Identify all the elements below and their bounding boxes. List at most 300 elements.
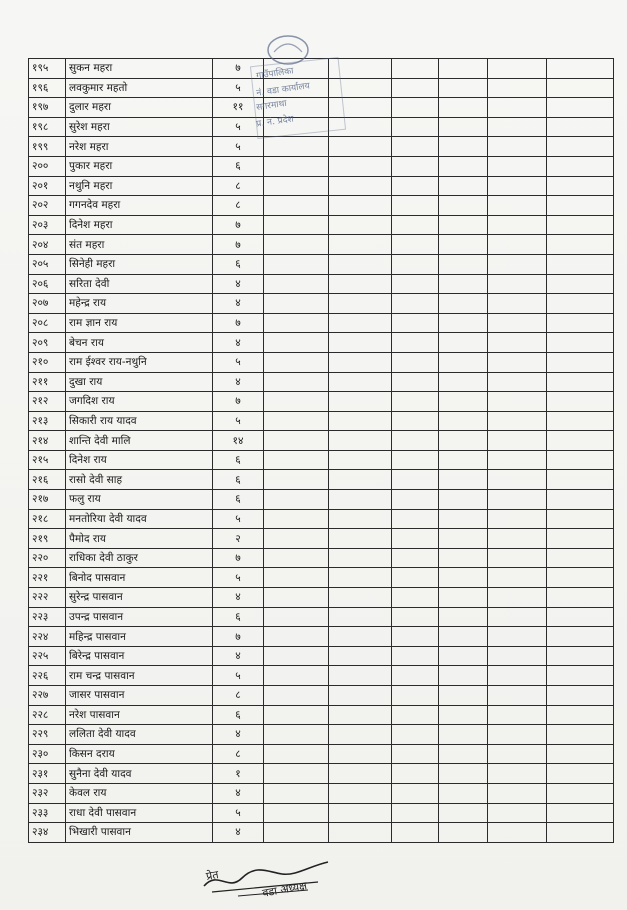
serial-number-cell: २१६ (29, 470, 66, 490)
serial-number-cell: २३० (29, 744, 66, 764)
empty-cell (547, 352, 614, 372)
name-cell: शान्ति देवी मालि (66, 431, 213, 451)
empty-cell (488, 725, 547, 745)
name-cell: पुकार महरा (66, 156, 213, 176)
empty-cell (488, 666, 547, 686)
table-row (29, 450, 614, 470)
serial-number-cell: २०३ (29, 215, 66, 235)
serial-number-cell: २१० (29, 352, 66, 372)
empty-cell (264, 646, 329, 666)
empty-cell (392, 235, 439, 255)
empty-cell (439, 470, 488, 490)
empty-cell (329, 274, 392, 294)
empty-cell (264, 607, 329, 627)
empty-cell (264, 372, 329, 392)
signature-title: वडा अध्यक्ष (261, 879, 308, 900)
empty-cell (264, 98, 329, 118)
empty-cell (264, 529, 329, 549)
name-cell: राम चन्द्र पासवान (66, 666, 213, 686)
empty-cell (547, 744, 614, 764)
empty-cell (329, 294, 392, 314)
member-count-cell: ५ (213, 666, 264, 686)
empty-cell (488, 509, 547, 529)
member-count-cell: ७ (213, 313, 264, 333)
table-row (29, 59, 614, 79)
empty-cell (329, 196, 392, 216)
member-count-cell: ८ (213, 176, 264, 196)
name-cell: जासर पासवान (66, 686, 213, 706)
table-row (29, 431, 614, 451)
member-count-cell: ७ (213, 627, 264, 647)
empty-cell (264, 59, 329, 79)
empty-cell (392, 529, 439, 549)
empty-cell (392, 411, 439, 431)
member-count-cell: ४ (213, 646, 264, 666)
empty-cell (547, 646, 614, 666)
member-count-cell: ६ (213, 470, 264, 490)
serial-number-cell: २२० (29, 548, 66, 568)
empty-cell (392, 196, 439, 216)
table-row (29, 529, 614, 549)
table-row (29, 509, 614, 529)
empty-cell (329, 823, 392, 843)
empty-cell (264, 725, 329, 745)
empty-cell (439, 98, 488, 118)
serial-number-cell: २१४ (29, 431, 66, 451)
member-count-cell: १४ (213, 431, 264, 451)
serial-number-cell: २२८ (29, 705, 66, 725)
serial-number-cell: २१७ (29, 490, 66, 510)
name-cell: सुरेश महरा (66, 117, 213, 137)
empty-cell (488, 254, 547, 274)
empty-cell (329, 490, 392, 510)
empty-cell (488, 450, 547, 470)
empty-cell (264, 509, 329, 529)
member-count-cell: ५ (213, 352, 264, 372)
name-cell: केवल राय (66, 783, 213, 803)
table-row (29, 783, 614, 803)
name-cell: पैमोद राय (66, 529, 213, 549)
name-cell: राम ज्ञान राय (66, 313, 213, 333)
empty-cell (439, 725, 488, 745)
empty-cell (547, 509, 614, 529)
empty-cell (392, 470, 439, 490)
empty-cell (329, 686, 392, 706)
empty-cell (392, 490, 439, 510)
empty-cell (392, 607, 439, 627)
empty-cell (329, 627, 392, 647)
member-count-cell: ४ (213, 588, 264, 608)
empty-cell (488, 548, 547, 568)
name-cell: उपन्द्र पासवान (66, 607, 213, 627)
member-count-cell: ६ (213, 490, 264, 510)
name-cell: सिकारी राय यादव (66, 411, 213, 431)
name-cell: गगनदेव महरा (66, 196, 213, 216)
member-count-cell: ४ (213, 725, 264, 745)
empty-cell (439, 294, 488, 314)
table-row (29, 686, 614, 706)
empty-cell (439, 117, 488, 137)
empty-cell (439, 59, 488, 79)
name-cell: भिखारी पासवान (66, 823, 213, 843)
empty-cell (392, 823, 439, 843)
member-count-cell: ५ (213, 509, 264, 529)
empty-cell (329, 803, 392, 823)
empty-cell (392, 117, 439, 137)
empty-cell (488, 78, 547, 98)
empty-cell (392, 254, 439, 274)
serial-number-cell: २०० (29, 156, 66, 176)
serial-number-cell: २०६ (29, 274, 66, 294)
empty-cell (392, 627, 439, 647)
empty-cell (439, 686, 488, 706)
empty-cell (329, 215, 392, 235)
empty-cell (547, 783, 614, 803)
empty-cell (439, 411, 488, 431)
serial-number-cell: २२२ (29, 588, 66, 608)
empty-cell (329, 588, 392, 608)
empty-cell (264, 137, 329, 157)
empty-cell (488, 176, 547, 196)
empty-cell (264, 235, 329, 255)
member-count-cell: २ (213, 529, 264, 549)
empty-cell (547, 490, 614, 510)
empty-cell (547, 176, 614, 196)
empty-cell (547, 235, 614, 255)
empty-cell (392, 98, 439, 118)
empty-cell (439, 254, 488, 274)
member-count-cell: ५ (213, 411, 264, 431)
name-cell: सुरेन्द्र पासवान (66, 588, 213, 608)
empty-cell (329, 470, 392, 490)
name-cell: दुलार महरा (66, 98, 213, 118)
empty-cell (264, 666, 329, 686)
member-count-cell: ७ (213, 392, 264, 412)
member-count-cell: ७ (213, 235, 264, 255)
empty-cell (547, 450, 614, 470)
empty-cell (392, 725, 439, 745)
table-row (29, 235, 614, 255)
empty-cell (392, 803, 439, 823)
member-count-cell: ६ (213, 450, 264, 470)
empty-cell (264, 196, 329, 216)
empty-cell (488, 59, 547, 79)
empty-cell (392, 705, 439, 725)
empty-cell (488, 431, 547, 451)
empty-cell (547, 627, 614, 647)
empty-cell (439, 529, 488, 549)
serial-number-cell: १९६ (29, 78, 66, 98)
empty-cell (488, 274, 547, 294)
household-table (28, 58, 614, 843)
empty-cell (488, 705, 547, 725)
empty-cell (547, 588, 614, 608)
empty-cell (547, 607, 614, 627)
empty-cell (488, 686, 547, 706)
serial-number-cell: २३३ (29, 803, 66, 823)
empty-cell (392, 686, 439, 706)
empty-cell (439, 509, 488, 529)
empty-cell (329, 78, 392, 98)
empty-cell (329, 509, 392, 529)
table-row (29, 607, 614, 627)
signature-block (198, 852, 338, 902)
empty-cell (392, 313, 439, 333)
member-count-cell: ४ (213, 274, 264, 294)
empty-cell (547, 294, 614, 314)
empty-cell (329, 568, 392, 588)
stamp-line-3: सगरमाथा (255, 98, 288, 114)
empty-cell (547, 470, 614, 490)
serial-number-cell: २०१ (29, 176, 66, 196)
serial-number-cell: २३४ (29, 823, 66, 843)
empty-cell (488, 98, 547, 118)
empty-cell (488, 823, 547, 843)
member-count-cell: ५ (213, 78, 264, 98)
empty-cell (547, 215, 614, 235)
member-count-cell: ६ (213, 705, 264, 725)
empty-cell (439, 333, 488, 353)
empty-cell (547, 411, 614, 431)
table-row (29, 137, 614, 157)
serial-number-cell: २३१ (29, 764, 66, 784)
empty-cell (392, 666, 439, 686)
empty-cell (547, 803, 614, 823)
empty-cell (264, 411, 329, 431)
empty-cell (439, 783, 488, 803)
empty-cell (392, 176, 439, 196)
empty-cell (488, 627, 547, 647)
empty-cell (329, 98, 392, 118)
empty-cell (439, 548, 488, 568)
serial-number-cell: २२९ (29, 725, 66, 745)
empty-cell (329, 392, 392, 412)
name-cell: जगदिश राय (66, 392, 213, 412)
empty-cell (264, 705, 329, 725)
empty-cell (488, 156, 547, 176)
table-row (29, 823, 614, 843)
member-count-cell: ६ (213, 156, 264, 176)
name-cell: बेचन राय (66, 333, 213, 353)
serial-number-cell: १९५ (29, 59, 66, 79)
empty-cell (547, 196, 614, 216)
empty-cell (547, 548, 614, 568)
empty-cell (547, 117, 614, 137)
serial-number-cell: २१२ (29, 392, 66, 412)
stamp-line-4: प्र. नं. प्रदेश (255, 114, 295, 130)
serial-number-cell: १९७ (29, 98, 66, 118)
name-cell: सिनेही महरा (66, 254, 213, 274)
member-count-cell: ८ (213, 196, 264, 216)
name-cell: बिरेन्द्र पासवान (66, 646, 213, 666)
empty-cell (264, 470, 329, 490)
empty-cell (439, 137, 488, 157)
empty-cell (488, 294, 547, 314)
empty-cell (264, 490, 329, 510)
empty-cell (439, 666, 488, 686)
empty-cell (392, 509, 439, 529)
serial-number-cell: २१८ (29, 509, 66, 529)
empty-cell (488, 744, 547, 764)
empty-cell (488, 117, 547, 137)
empty-cell (547, 705, 614, 725)
empty-cell (439, 823, 488, 843)
empty-cell (439, 588, 488, 608)
empty-cell (264, 803, 329, 823)
empty-cell (547, 823, 614, 843)
serial-number-cell: २३२ (29, 783, 66, 803)
empty-cell (329, 607, 392, 627)
serial-number-cell: २२६ (29, 666, 66, 686)
table-row (29, 156, 614, 176)
name-cell: दिनेश राय (66, 450, 213, 470)
empty-cell (488, 803, 547, 823)
empty-cell (392, 783, 439, 803)
name-cell: दुखा राय (66, 372, 213, 392)
table-row (29, 666, 614, 686)
empty-cell (329, 176, 392, 196)
table-row (29, 588, 614, 608)
empty-cell (547, 156, 614, 176)
member-count-cell: ८ (213, 744, 264, 764)
empty-cell (329, 117, 392, 137)
empty-cell (329, 156, 392, 176)
empty-cell (488, 783, 547, 803)
member-count-cell: ४ (213, 333, 264, 353)
empty-cell (329, 529, 392, 549)
serial-number-cell: २१९ (29, 529, 66, 549)
table-row (29, 78, 614, 98)
empty-cell (547, 568, 614, 588)
empty-cell (488, 196, 547, 216)
table-row (29, 196, 614, 216)
empty-cell (264, 313, 329, 333)
empty-cell (264, 431, 329, 451)
empty-cell (547, 666, 614, 686)
empty-cell (439, 627, 488, 647)
empty-cell (488, 529, 547, 549)
empty-cell (329, 333, 392, 353)
empty-cell (264, 686, 329, 706)
empty-cell (264, 568, 329, 588)
empty-cell (439, 235, 488, 255)
empty-cell (392, 372, 439, 392)
empty-cell (547, 392, 614, 412)
empty-cell (488, 235, 547, 255)
empty-cell (488, 764, 547, 784)
table-row (29, 470, 614, 490)
empty-cell (264, 764, 329, 784)
table-row (29, 490, 614, 510)
empty-cell (329, 783, 392, 803)
empty-cell (488, 215, 547, 235)
serial-number-cell: २०४ (29, 235, 66, 255)
empty-cell (329, 764, 392, 784)
empty-cell (264, 744, 329, 764)
table-row (29, 627, 614, 647)
empty-cell (392, 59, 439, 79)
empty-cell (329, 137, 392, 157)
serial-number-cell: २०७ (29, 294, 66, 314)
empty-cell (329, 646, 392, 666)
serial-number-cell: २०५ (29, 254, 66, 274)
empty-cell (547, 764, 614, 784)
empty-cell (264, 294, 329, 314)
empty-cell (329, 235, 392, 255)
empty-cell (439, 568, 488, 588)
serial-number-cell: १९९ (29, 137, 66, 157)
empty-cell (329, 666, 392, 686)
empty-cell (488, 490, 547, 510)
serial-number-cell: २०८ (29, 313, 66, 333)
empty-cell (439, 646, 488, 666)
empty-cell (264, 450, 329, 470)
table-row (29, 725, 614, 745)
member-count-cell: ६ (213, 607, 264, 627)
empty-cell (439, 803, 488, 823)
empty-cell (264, 156, 329, 176)
empty-cell (488, 333, 547, 353)
member-count-cell: ७ (213, 215, 264, 235)
name-cell: राम ईश्वर राय-नथुनि (66, 352, 213, 372)
serial-number-cell: २२१ (29, 568, 66, 588)
name-cell: सरिता देवी (66, 274, 213, 294)
empty-cell (439, 352, 488, 372)
table-row (29, 352, 614, 372)
empty-cell (547, 333, 614, 353)
name-cell: बिनोद पासवान (66, 568, 213, 588)
serial-number-cell: २१५ (29, 450, 66, 470)
empty-cell (329, 372, 392, 392)
empty-cell (392, 137, 439, 157)
empty-cell (488, 588, 547, 608)
signature-mark: प्रेत (204, 868, 220, 883)
empty-cell (264, 78, 329, 98)
table-row (29, 568, 614, 588)
name-cell: नथुनि महरा (66, 176, 213, 196)
name-cell: फलु राय (66, 490, 213, 510)
empty-cell (392, 392, 439, 412)
serial-number-cell: २०९ (29, 333, 66, 353)
empty-cell (488, 392, 547, 412)
empty-cell (264, 117, 329, 137)
empty-cell (264, 176, 329, 196)
member-count-cell: ५ (213, 803, 264, 823)
empty-cell (329, 705, 392, 725)
empty-cell (329, 411, 392, 431)
empty-cell (547, 274, 614, 294)
empty-cell (547, 59, 614, 79)
name-cell: नरेश पासवान (66, 705, 213, 725)
serial-number-cell: २०२ (29, 196, 66, 216)
empty-cell (264, 627, 329, 647)
member-count-cell: ५ (213, 137, 264, 157)
empty-cell (439, 490, 488, 510)
table-row (29, 646, 614, 666)
serial-number-cell: १९८ (29, 117, 66, 137)
serial-number-cell: २२३ (29, 607, 66, 627)
empty-cell (547, 529, 614, 549)
table-row (29, 744, 614, 764)
table-row (29, 333, 614, 353)
member-count-cell: ६ (213, 254, 264, 274)
empty-cell (392, 764, 439, 784)
empty-cell (547, 254, 614, 274)
empty-cell (264, 254, 329, 274)
name-cell: किसन दराय (66, 744, 213, 764)
serial-number-cell: २२४ (29, 627, 66, 647)
empty-cell (329, 450, 392, 470)
